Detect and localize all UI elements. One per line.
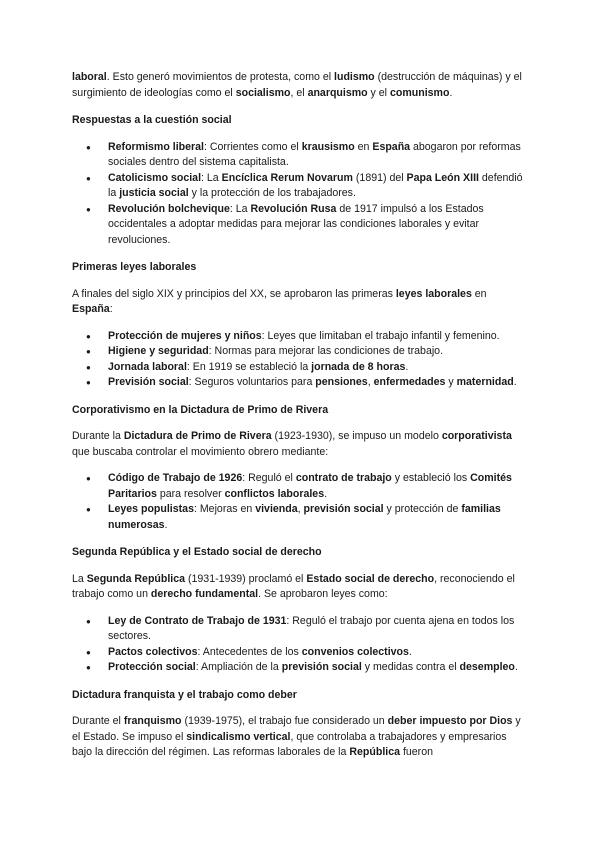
section-heading-respuestas: Respuestas a la cuestión social	[72, 114, 232, 126]
section-heading-primeras-leyes: Primeras leyes laborales	[72, 261, 197, 273]
bold-term: anarquismo	[307, 86, 368, 99]
bold-term: Comités Paritarios	[108, 472, 512, 500]
list-item: ● Catolicismo social: La Encíclica Rerum Novarum (1891) del Papa León XIII defendió la justicia social y la protección de los trabajadores.	[108, 171, 528, 202]
bold-term: franquismo	[123, 715, 182, 727]
paragraph-primeras-leyes: A finales del siglo XIX y principios del XX, se aprobaron las primeras leyes laborales en España:	[72, 287, 487, 315]
bold-term: convenios colectivos	[301, 645, 409, 658]
list-item: ● Protección de mujeres y niños: Leyes que limitaban el trabajo infantil y femenino.	[108, 329, 528, 345]
bold-term: leyes laborales	[395, 287, 472, 300]
paragraph-franquismo: Durante el franquismo (1939-1975), el trabajo fue considerado un deber impuesto por Dios y el Estado. Se impuso el sindicalismo vertical, que controlaba a trabajadores y empresarios bajo la dirección del régimen. Las reformas laborales de la República fueron	[72, 715, 521, 758]
bold-term: Protección de mujeres y niños	[108, 329, 262, 342]
bold-term: laboral	[72, 71, 107, 83]
bold-term: Pactos colectivos	[108, 645, 198, 658]
bold-term: previsión social	[281, 661, 362, 673]
bold-term: jornada de 8 horas	[311, 360, 406, 373]
bold-term: justicia social	[119, 187, 189, 199]
list-item: ● Reformismo liberal: Corrientes como el krausismo en España abogaron por reformas sociales dentro del sistema capitalista.	[108, 140, 528, 171]
bold-term: sindicalismo vertical	[186, 730, 291, 743]
bold-term: ludismo	[334, 71, 375, 83]
bold-term: comunismo	[389, 86, 450, 99]
bold-term: Segunda República	[86, 572, 186, 585]
list-item: ● Protección social: Ampliación de la previsión social y medidas contra el desempleo.	[108, 660, 528, 676]
list-item: ● Leyes populistas: Mejoras en vivienda, previsión social y protección de familias numerosas.	[108, 502, 528, 533]
list-item: ● Higiene y seguridad: Normas para mejorar las condiciones de trabajo.	[108, 344, 528, 360]
paragraph-corporativismo: Durante la Dictadura de Primo de Rivera (1923-1930), se impuso un modelo corporativista que buscaba controlar el movimiento obrero mediante:	[72, 430, 512, 458]
list-item: ● Pactos colectivos: Antecedentes de los convenios colectivos.	[108, 645, 528, 661]
bold-term: Ley de Contrato de Trabajo de 1931	[108, 614, 287, 627]
bold-term: familias numerosas	[108, 503, 501, 531]
bold-term: corporativista	[441, 430, 512, 442]
bold-term: Encíclica Rerum Novarum	[221, 171, 353, 184]
list-respuestas	[72, 140, 528, 249]
bold-term: Previsión social	[108, 376, 189, 388]
bold-term: pensiones	[315, 376, 368, 388]
list-corporativismo	[72, 471, 528, 533]
bold-term: vivienda	[255, 503, 298, 515]
section-heading-corporativismo: Corporativismo en la Dictadura de Primo de Rivera	[72, 403, 329, 416]
bold-term: España	[72, 303, 110, 315]
bold-term: República	[349, 746, 400, 758]
bold-term: deber impuesto por Dios	[387, 715, 513, 727]
bold-term: contrato de trabajo	[295, 472, 392, 484]
list-segunda-republica	[72, 614, 528, 676]
bold-term: previsión social	[303, 503, 384, 515]
section-heading-segunda-republica: Segunda República y el Estado social de derecho	[72, 546, 322, 558]
list-primeras-leyes	[72, 329, 528, 391]
list-item: ● Jornada laboral: En 1919 se estableció la jornada de 8 horas.	[108, 360, 528, 376]
bold-term: Leyes populistas	[108, 503, 194, 515]
bold-term: socialismo	[235, 86, 291, 99]
bold-term: Catolicismo social	[108, 171, 202, 184]
list-item: ● Previsión social: Seguros voluntarios para pensiones, enfermedades y maternidad.	[108, 375, 528, 391]
list-item: ● Ley de Contrato de Trabajo de 1931: Reguló el trabajo por cuenta ajena en todos los sectores.	[108, 614, 528, 645]
bold-term: Revolución Rusa	[250, 202, 337, 215]
bold-term: Papa León XIII	[406, 171, 479, 184]
bold-term: Protección social	[108, 661, 196, 673]
bold-term: Estado social de derecho	[306, 572, 435, 585]
bold-term: Código de Trabajo de 1926	[108, 472, 243, 484]
bold-term: conflictos laborales	[224, 487, 325, 500]
intro-paragraph: laboral. Esto generó movimientos de protesta, como el ludismo (destrucción de máquinas) y el surgimiento de ideologías como el socialismo, el anarquismo y el comunismo.	[72, 71, 522, 99]
bold-term: Reformismo liberal	[108, 140, 204, 153]
bold-term: maternidad	[456, 376, 514, 388]
bold-term: krausismo	[301, 140, 355, 153]
bold-term: enfermedades	[373, 376, 446, 388]
bold-term: desempleo	[459, 661, 515, 673]
paragraph-segunda-republica: La Segunda República (1931-1939) proclamó el Estado social de derecho, reconociendo el trabajo como un derecho fundamental. Se aprobaron leyes como:	[72, 572, 515, 600]
list-item: ● Código de Trabajo de 1926: Reguló el contrato de trabajo y estableció los Comités Paritarios para resolver conflictos laborales.	[108, 471, 528, 502]
list-item: ● Revolución bolchevique: La Revolución Rusa de 1917 impulsó a los Estados occidentales a adoptar medidas para mejorar las condiciones laborales y evitar revoluciones.	[108, 202, 528, 249]
bold-term: Dictadura de Primo de Rivera	[123, 430, 272, 442]
section-heading-franquismo: Dictadura franquista y el trabajo como deber	[72, 688, 297, 701]
bold-term: Revolución bolchevique	[108, 202, 230, 215]
bold-term: España	[372, 140, 411, 153]
bold-term: Jornada laboral	[108, 360, 187, 373]
bold-term: Higiene y seguridad	[108, 345, 209, 357]
bold-term: derecho fundamental	[150, 588, 259, 600]
